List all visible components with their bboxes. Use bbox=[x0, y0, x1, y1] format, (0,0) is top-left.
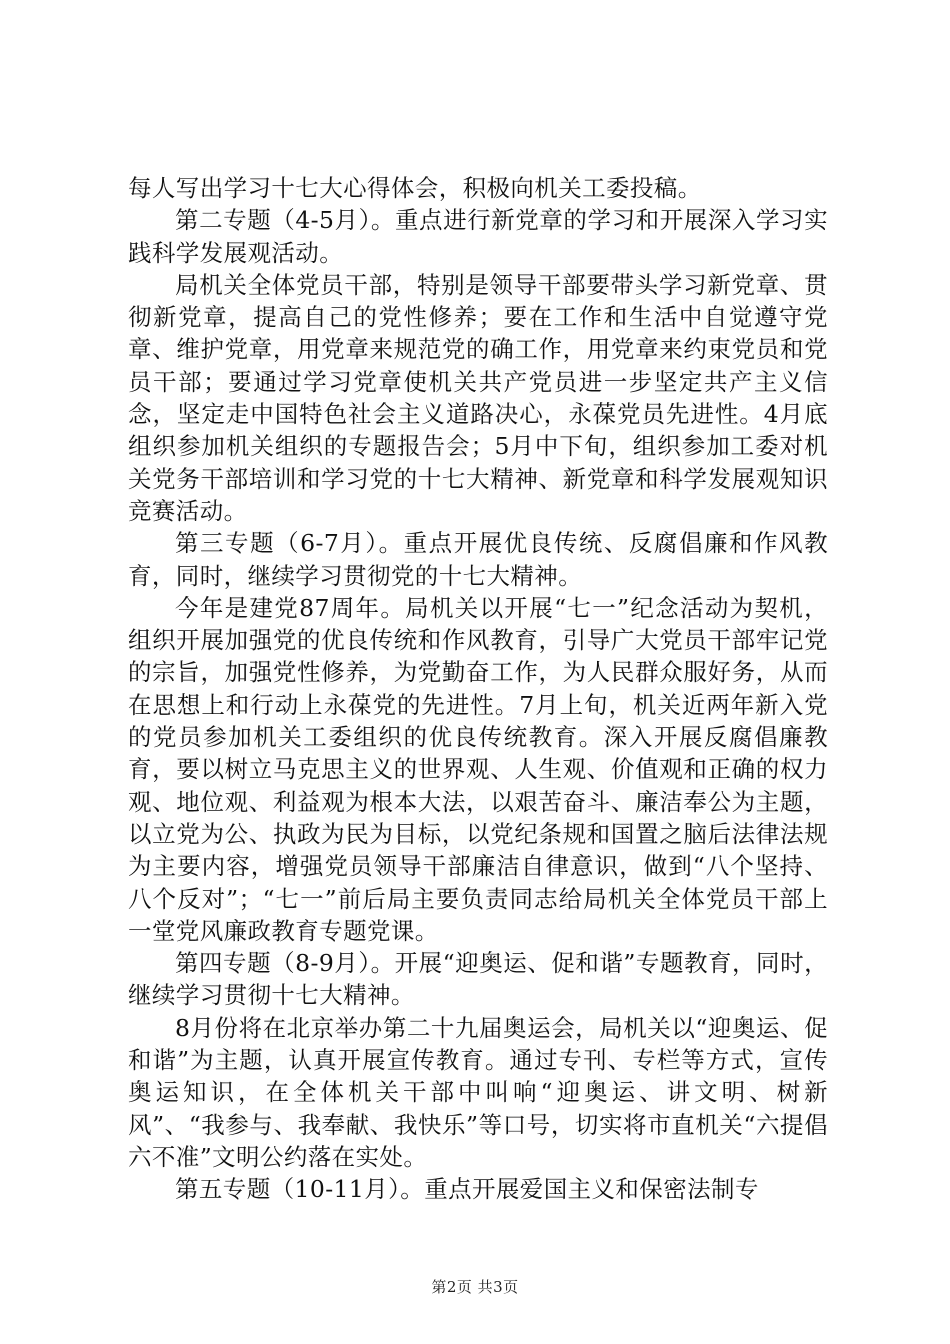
paragraph-topic-two-body: 局机关全体党员干部，特别是领导干部要带头学习新党章、贯彻新党章，提高自己的党性修养；要在工作和生活中自觉遵守党章、维护党章，用党章来规范党的确工作，用党章来约束党员和党员干部；要通过学习党章使机关共产党员进一步坚定共产主义信念，坚定走中国特色社会主义道路决心，永葆党员先进性。4月底组织参加机关组织的专题报告会；5月中下旬，组织参加工委对机关党务干部培训和学习党的十七大精神、新党章和科学发展观知识竞赛活动。 bbox=[128, 270, 828, 525]
paragraph-topic-three-heading: 第三专题（6-7月）。重点开展优良传统、反腐倡廉和作风教育，同时，继续学习贯彻党的十七大精神。 bbox=[128, 529, 828, 590]
paragraph-topic-two-heading: 第二专题（4-5月）。重点进行新党章的学习和开展深入学习实践科学发展观活动。 bbox=[128, 206, 828, 267]
paragraph-continuation: 每人写出学习十七大心得体会，积极向机关工委投稿。 bbox=[128, 174, 702, 202]
paragraph-topic-four-body: 8月份将在北京举办第二十九届奥运会，局机关以“迎奥运、促和谐”为主题，认真开展宣传教育。通过专刊、专栏等方式，宣传奥运知识，在全体机关干部中叫响“迎奥运、讲文明、树新风”、“我参与、我奉献、我快乐”等口号，切实将市直机关“六提倡六不准”文明公约落在实处。 bbox=[128, 1013, 828, 1171]
paragraph-topic-three-body: 今年是建党87周年。局机关以开展“七一”纪念活动为契机，组织开展加强党的优良传统和作风教育，引导广大党员干部牢记党的宗旨，加强党性修养，为党勤奋工作，为人民群众服好务，从而在思想上和行动上永葆党的先进性。7月上旬，机关近两年新入党的党员参加机关工委组织的优良传统教育。深入开展反腐倡廉教育，要以树立马克思主义的世界观、人生观、价值观和正确的权力观、地位观、利益观为根本大法，以艰苦奋斗、廉洁奉公为主题，以立党为公、执政为民为目标，以党纪条规和国置之脑后法律法规为主要内容，增强党员领导干部廉洁自律意识，做到“八个坚持、八个反对”；“七一”前后局主要负责同志给局机关全体党员干部上一堂党风廉政教育专题党课。 bbox=[128, 593, 828, 945]
page-number-footer: 第2页 共3页 bbox=[431, 1278, 519, 1296]
document-body bbox=[128, 172, 828, 1206]
paragraph-topic-five-heading: 第五专题（10-11月）。重点开展爱国主义和保密法制专 bbox=[175, 1175, 759, 1204]
paragraph-topic-four-heading: 第四专题（8-9月）。开展“迎奥运、促和谐”专题教育，同时，继续学习贯彻十七大精神。 bbox=[128, 949, 828, 1010]
